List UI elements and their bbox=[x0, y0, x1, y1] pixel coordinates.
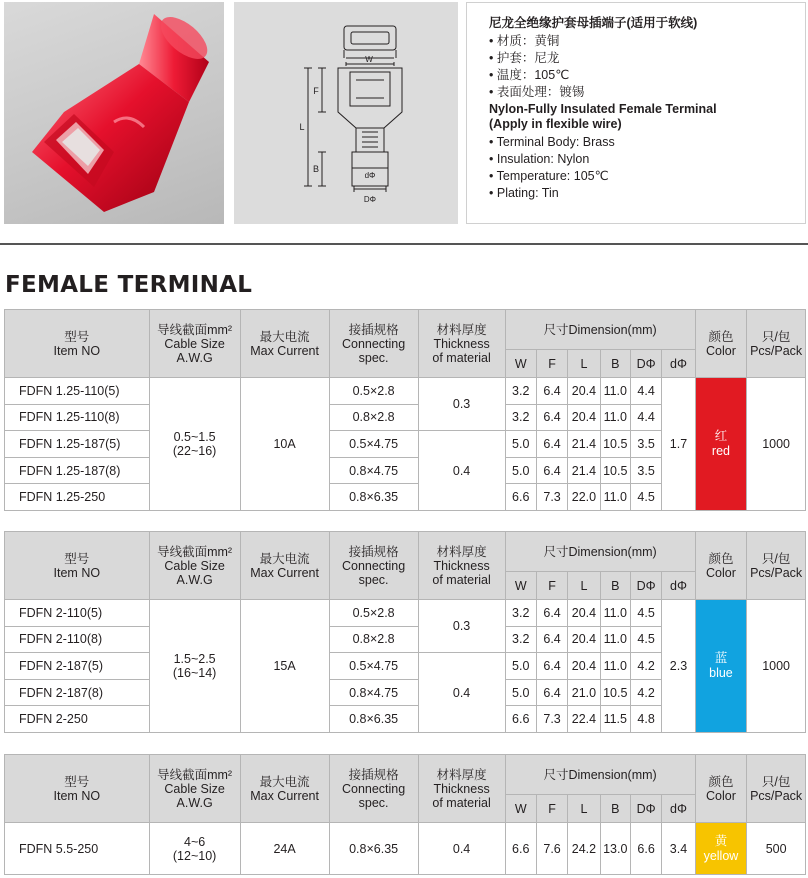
en-title bbox=[489, 102, 805, 132]
header-DD: DΦ bbox=[630, 795, 661, 823]
header-l: L bbox=[568, 795, 600, 823]
dim-b: 13.0 bbox=[600, 823, 630, 875]
header-dd: dΦ bbox=[662, 350, 695, 378]
dim-l: 20.4 bbox=[568, 600, 600, 627]
dim-DD: 4.5 bbox=[630, 626, 661, 653]
dim-dd: 2.3 bbox=[662, 600, 695, 733]
header-dimension: 尺寸Dimension(mm) bbox=[505, 310, 695, 350]
cable-size: 4~6 (12~10) bbox=[149, 823, 240, 875]
dim-l: 20.4 bbox=[568, 404, 600, 431]
conn-spec: 0.5×4.75 bbox=[329, 431, 418, 458]
header-l: L bbox=[568, 350, 600, 378]
header-color: 颜色 Color bbox=[695, 310, 747, 378]
dim-f: 6.4 bbox=[536, 431, 567, 458]
cn-title: 尼龙全绝缘护套母插端子(适用于软线) bbox=[489, 16, 698, 30]
table-row bbox=[5, 823, 806, 875]
dim-b: 10.5 bbox=[600, 431, 630, 458]
dim-l: 21.4 bbox=[568, 431, 600, 458]
dim-w: 3.2 bbox=[505, 378, 536, 405]
header-b: B bbox=[600, 795, 630, 823]
header-w: W bbox=[505, 572, 536, 600]
header-cable: 导线截面mm² Cable Size A.W.G bbox=[149, 755, 240, 823]
item-no: FDFN 2-187(5) bbox=[5, 653, 150, 680]
product-photo bbox=[4, 2, 224, 224]
spec-table-1 bbox=[4, 309, 806, 511]
thickness: 0.3 bbox=[418, 378, 505, 431]
dim-f: 6.4 bbox=[536, 404, 567, 431]
cable-size: 0.5~1.5 (22~16) bbox=[149, 378, 240, 511]
dim-b: 10.5 bbox=[600, 679, 630, 706]
en-item: • Terminal Body: Brass bbox=[489, 134, 805, 151]
cn-item: • 材质：黄铜 bbox=[489, 33, 805, 50]
max-current: 15A bbox=[240, 600, 329, 733]
header-dd: dΦ bbox=[662, 795, 695, 823]
header-dd: dΦ bbox=[662, 572, 695, 600]
en-title-line-1: Nylon-Fully Insulated Female Terminal bbox=[489, 102, 717, 116]
dim-b: 11.0 bbox=[600, 484, 630, 511]
header-current: 最大电流 Max Current bbox=[240, 310, 329, 378]
dim-l: 21.0 bbox=[568, 679, 600, 706]
dim-l: 20.4 bbox=[568, 378, 600, 405]
header-thickness: 材料厚度 Thickness of material bbox=[418, 532, 505, 600]
spec-panel bbox=[466, 2, 806, 224]
conn-spec: 0.8×4.75 bbox=[329, 679, 418, 706]
header-thickness: 材料厚度 Thickness of material bbox=[418, 310, 505, 378]
header-cable: 导线截面mm² Cable Size A.W.G bbox=[149, 310, 240, 378]
header-DD: DΦ bbox=[630, 572, 661, 600]
max-current: 10A bbox=[240, 378, 329, 511]
dim-l: 22.4 bbox=[568, 706, 600, 733]
label-w: W bbox=[365, 55, 373, 64]
dim-b: 11.0 bbox=[600, 626, 630, 653]
dim-w: 6.6 bbox=[505, 484, 536, 511]
terminal-dimension-drawing bbox=[234, 2, 458, 224]
thickness: 0.3 bbox=[418, 600, 505, 653]
dim-b: 11.0 bbox=[600, 600, 630, 627]
header-color: 颜色 Color bbox=[695, 532, 747, 600]
dim-DD: 4.2 bbox=[630, 653, 661, 680]
header-pcs: 只/包 Pcs/Pack bbox=[747, 755, 806, 823]
item-no: FDFN 1.25-187(5) bbox=[5, 431, 150, 458]
dim-f: 7.3 bbox=[536, 706, 567, 733]
dim-DD: 3.5 bbox=[630, 457, 661, 484]
header-thickness: 材料厚度 Thickness of material bbox=[418, 755, 505, 823]
thickness: 0.4 bbox=[418, 823, 505, 875]
dim-dd: 3.4 bbox=[662, 823, 695, 875]
dim-f: 6.4 bbox=[536, 626, 567, 653]
item-no: FDFN 2-110(8) bbox=[5, 626, 150, 653]
header-item: 型号 Item NO bbox=[5, 755, 150, 823]
terminal-photo-image bbox=[4, 2, 224, 224]
header-f: F bbox=[536, 350, 567, 378]
dim-DD: 4.5 bbox=[630, 484, 661, 511]
pcs-pack: 1000 bbox=[747, 600, 806, 733]
thickness: 0.4 bbox=[418, 653, 505, 733]
header-current: 最大电流 Max Current bbox=[240, 532, 329, 600]
conn-spec: 0.8×2.8 bbox=[329, 626, 418, 653]
color-swatch: 蓝 blue bbox=[695, 600, 747, 733]
color-swatch: 黄 yellow bbox=[695, 823, 747, 875]
dim-b: 11.0 bbox=[600, 653, 630, 680]
item-no: FDFN 1.25-187(8) bbox=[5, 457, 150, 484]
dim-f: 6.4 bbox=[536, 679, 567, 706]
header-cable: 导线截面mm² Cable Size A.W.G bbox=[149, 532, 240, 600]
dim-w: 6.6 bbox=[505, 706, 536, 733]
dim-w: 3.2 bbox=[505, 600, 536, 627]
dim-dd: 1.7 bbox=[662, 378, 695, 511]
item-no: FDFN 1.25-110(5) bbox=[5, 378, 150, 405]
table-row bbox=[5, 600, 806, 627]
dim-w: 3.2 bbox=[505, 404, 536, 431]
section-title: FEMALE TERMINAL bbox=[5, 272, 253, 298]
header-l: L bbox=[568, 572, 600, 600]
product-header bbox=[0, 0, 808, 230]
dim-DD: 4.2 bbox=[630, 679, 661, 706]
cable-size: 1.5~2.5 (16~14) bbox=[149, 600, 240, 733]
dim-w: 5.0 bbox=[505, 457, 536, 484]
dim-DD: 3.5 bbox=[630, 431, 661, 458]
item-no: FDFN 5.5-250 bbox=[5, 823, 150, 875]
conn-spec: 0.8×4.75 bbox=[329, 457, 418, 484]
dim-l: 20.4 bbox=[568, 653, 600, 680]
dim-DD: 4.8 bbox=[630, 706, 661, 733]
header-DD: DΦ bbox=[630, 350, 661, 378]
conn-spec: 0.8×6.35 bbox=[329, 823, 418, 875]
dim-f: 7.6 bbox=[536, 823, 567, 875]
en-item: • Plating: Tin bbox=[489, 185, 805, 202]
technical-drawing bbox=[234, 2, 458, 224]
en-title-line-2: (Apply in flexible wire) bbox=[489, 117, 622, 131]
dim-w: 3.2 bbox=[505, 626, 536, 653]
dim-DD: 4.4 bbox=[630, 378, 661, 405]
dim-b: 10.5 bbox=[600, 457, 630, 484]
dim-DD: 4.4 bbox=[630, 404, 661, 431]
header-pcs: 只/包 Pcs/Pack bbox=[747, 532, 806, 600]
conn-spec: 0.8×6.35 bbox=[329, 484, 418, 511]
dim-l: 21.4 bbox=[568, 457, 600, 484]
dim-f: 6.4 bbox=[536, 378, 567, 405]
dim-DD: 4.5 bbox=[630, 600, 661, 627]
dim-l: 24.2 bbox=[568, 823, 600, 875]
header-current: 最大电流 Max Current bbox=[240, 755, 329, 823]
header-f: F bbox=[536, 795, 567, 823]
header-conn: 接插规格 Connecting spec. bbox=[329, 755, 418, 823]
spec-table-2 bbox=[4, 531, 806, 733]
dim-f: 6.4 bbox=[536, 457, 567, 484]
label-l: L bbox=[299, 122, 305, 132]
en-item: • Insulation: Nylon bbox=[489, 151, 805, 168]
header-color: 颜色 Color bbox=[695, 755, 747, 823]
header-b: B bbox=[600, 350, 630, 378]
en-item: • Temperature: 105℃ bbox=[489, 168, 805, 185]
pcs-pack: 1000 bbox=[747, 378, 806, 511]
dim-f: 6.4 bbox=[536, 653, 567, 680]
section-divider bbox=[0, 243, 808, 245]
conn-spec: 0.5×2.8 bbox=[329, 600, 418, 627]
cn-item: • 温度：105℃ bbox=[489, 67, 805, 84]
dim-b: 11.5 bbox=[600, 706, 630, 733]
conn-spec: 0.8×2.8 bbox=[329, 404, 418, 431]
item-no: FDFN 1.25-110(8) bbox=[5, 404, 150, 431]
dim-w: 5.0 bbox=[505, 431, 536, 458]
item-no: FDFN 2-250 bbox=[5, 706, 150, 733]
item-no: FDFN 2-187(8) bbox=[5, 679, 150, 706]
dim-w: 5.0 bbox=[505, 679, 536, 706]
header-item: 型号 Item NO bbox=[5, 532, 150, 600]
header-w: W bbox=[505, 350, 536, 378]
header-f: F bbox=[536, 572, 567, 600]
dim-DD: 6.6 bbox=[630, 823, 661, 875]
header-conn: 接插规格 Connecting spec. bbox=[329, 532, 418, 600]
thickness: 0.4 bbox=[418, 431, 505, 511]
item-no: FDFN 2-110(5) bbox=[5, 600, 150, 627]
conn-spec: 0.5×4.75 bbox=[329, 653, 418, 680]
label-b: B bbox=[312, 164, 320, 174]
max-current: 24A bbox=[240, 823, 329, 875]
dim-w: 5.0 bbox=[505, 653, 536, 680]
label-d-outer: DΦ bbox=[363, 195, 377, 204]
header-dimension: 尺寸Dimension(mm) bbox=[505, 532, 695, 572]
conn-spec: 0.5×2.8 bbox=[329, 378, 418, 405]
dim-w: 6.6 bbox=[505, 823, 536, 875]
cn-item: • 护套：尼龙 bbox=[489, 50, 805, 67]
dim-f: 6.4 bbox=[536, 600, 567, 627]
label-d-inner: dΦ bbox=[364, 171, 376, 180]
color-swatch: 红 red bbox=[695, 378, 747, 511]
table-row bbox=[5, 378, 806, 405]
dim-l: 20.4 bbox=[568, 626, 600, 653]
header-conn: 接插规格 Connecting spec. bbox=[329, 310, 418, 378]
cn-item: • 表面处理：镀锡 bbox=[489, 84, 805, 101]
header-pcs: 只/包 Pcs/Pack bbox=[747, 310, 806, 378]
conn-spec: 0.8×6.35 bbox=[329, 706, 418, 733]
dim-b: 11.0 bbox=[600, 404, 630, 431]
dim-b: 11.0 bbox=[600, 378, 630, 405]
header-w: W bbox=[505, 795, 536, 823]
header-item: 型号 Item NO bbox=[5, 310, 150, 378]
pcs-pack: 500 bbox=[747, 823, 806, 875]
header-b: B bbox=[600, 572, 630, 600]
dim-l: 22.0 bbox=[568, 484, 600, 511]
label-f: F bbox=[313, 86, 319, 96]
header-dimension: 尺寸Dimension(mm) bbox=[505, 755, 695, 795]
dim-f: 7.3 bbox=[536, 484, 567, 511]
item-no: FDFN 1.25-250 bbox=[5, 484, 150, 511]
spec-table-3 bbox=[4, 754, 806, 875]
